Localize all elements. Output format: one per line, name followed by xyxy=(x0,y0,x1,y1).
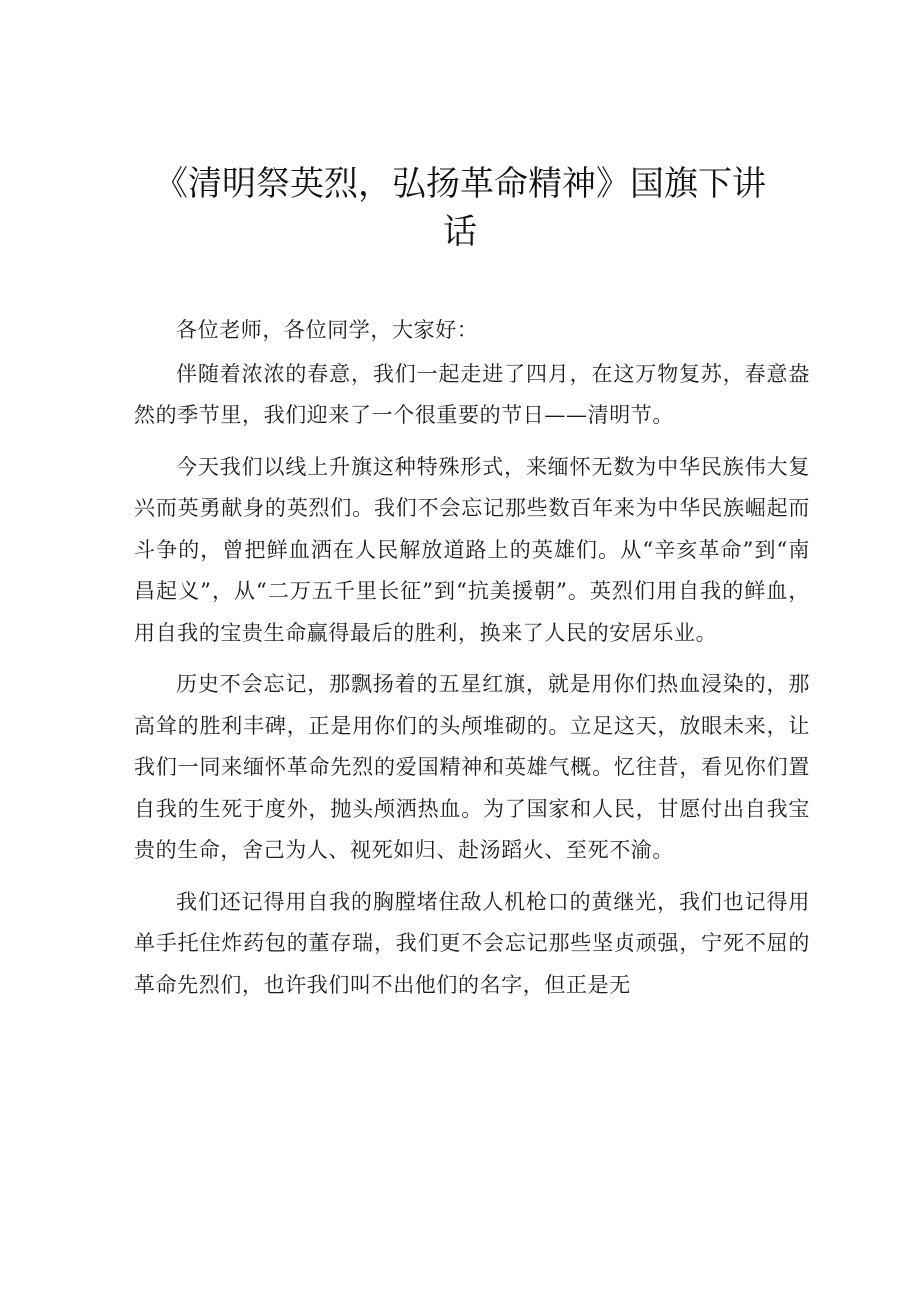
body-paragraph-1: 伴随着浓浓的春意，我们一起走进了四月，在这万物复苏，春意盎然的季节里，我们迎来了一个很重要的节日——清明节。 xyxy=(134,361,810,427)
document-body xyxy=(134,310,810,1006)
greeting-paragraph: 各位老师，各位同学，大家好： xyxy=(176,318,479,342)
body-paragraph-3: 历史不会忘记，那飘扬着的五星红旗，就是用你们热血浸染的，那高耸的胜利丰碑，正是用你们的头颅堆砌的。立足这天，放眼未来，让我们一同来缅怀革命先烈的爱国精神和英雄气概。忆往昔，看见你们置自我的生死于度外，抛头颅洒热血。为了国家和人民，甘愿付出自我宝贵的生命，舍己为人、视死如归、赴汤蹈火、至死不渝。 xyxy=(134,672,810,862)
body-paragraph-4: 我们还记得用自我的胸膛堵住敌人机枪口的黄继光，我们也记得用单手托住炸药包的董存瑞，我们更不会忘记那些坚贞顽强，宁死不屈的革命先烈们，也许我们叫不出他们的名字，但正是无 xyxy=(134,889,810,997)
body-paragraph-2: 今天我们以线上升旗这种特殊形式，来缅怀无数为中华民族伟大复兴而英勇献身的英烈们。我们不会忘记那些数百年来为中华民族崛起而斗争的，曾把鲜血洒在人民解放道路上的英雄们。从“辛亥革命”到“南昌起义”，从“二万五千里长征”到“抗美援朝”。英烈们用自我的鲜血，用自我的宝贵生命赢得最后的胜利，换来了人民的安居乐业。 xyxy=(134,454,810,645)
document-title: 《清明祭英烈，弘扬革命精神》国旗下讲话 xyxy=(154,164,766,252)
